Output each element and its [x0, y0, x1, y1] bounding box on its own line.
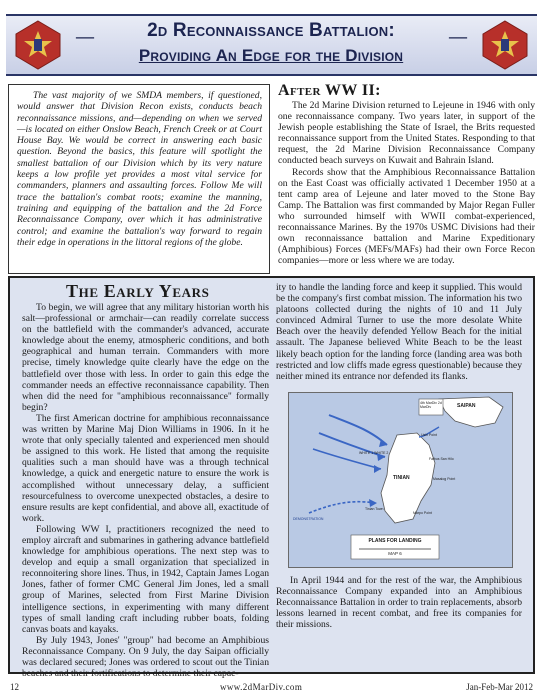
early-years-heading: The Early Years	[66, 281, 210, 301]
page-number: 12	[10, 682, 19, 692]
article-subtitle: Providing An Edge for the Division	[138, 46, 404, 65]
map-label-saipan: SAIPAN	[457, 403, 476, 409]
early-years-paragraph-4: By July 1943, Jones' "group" had become an Amphibious Reconnaissance Company. On 9 July, the day Saipan officially was declared secured; Jones was ordered to scout out the Tinian beaches and their fortifications to determine their capac-	[22, 634, 269, 680]
intro-box	[8, 84, 270, 274]
early-years-paragraph-3: Following WW I, practitioners recognized the need to employ aircraft and submarines in gathering advance battlefield knowledge for amphibious operations. The next step was to develop and equip a small organization that specialized in reconnoitering shore lines. Thus, in 1942, Captain James Logan Jones, father of former CMC General Jim Jones, led a small group of Marines, selected from First Marine Division intelligence sections, in experimenting with many different types of small landing craft including rubber boats, folding canvas boats and kayaks.	[22, 523, 269, 635]
map-label-masalog-point: Masalog Point	[433, 477, 456, 481]
after-ww2-section	[278, 82, 535, 274]
after-ww2-paragraph-2: Records show that the Amphibious Reconnaissance Battalion on the East Coast was officially activated 1 December 1950 at a tent camp area of Lejeune and later moved to the Stone Bay Camp. The Battalion was first commanded by Major Regan Fuller who surrounded himself with WWII combat-experienced, reconnaissance Marines. By the 1970s USMC Divisions had their own reconnaissance battalion and Marine Expeditionary (Amphibious) Forces (MEFs/MAFs) had their own Force Recon companies—more or less where we are today.	[278, 166, 535, 267]
early-years-paragraph-2: The first American doctrine for amphibious reconnaissance was written by Marine Maj Dion Williams in 1906. In it he wrote that only specially talented and experienced men should be assigned to this work. He listed that among the requisite qualities such a man should have was a through technical knowledge, a quick and energetic nature to ensure the work is accomplished without unnecessary delay, a sufficient resourcefulness to overcome unexpected obstacles, a desire to ensure results are kept confidential, and above all, exactitude of work.	[22, 412, 269, 524]
map-label-marpo-point: Marpo Point	[413, 511, 432, 515]
early-years-continued-paragraph: ity to handle the landing force and keep it supplied. This would be the company's first combat mission. The information his two platoons collected during the nights of 10 and 11 July convinced Admiral Turner to use the more desolate White Beach over the heavily defended Yellow Beach for the initial assault. The Japanese believed White Beach to be the least likely beach option for the landing force (landing area was both restricted and low cliffs made egress questionable) because they neither mined its entrance nor defended its flanks.	[276, 282, 522, 382]
intro-text: The vast majority of we SMDA members, if questioned, would answer that Division Recon exists, conducts beach reconnaissance missions, and—depending on when we served—is located on either Onslow Beach, French Creek or at Court House Bay. We would be correct in answering each basic question. Beyond the basics, this feature will spotlight the smallest battalion of our Division which by its very nature keeps a low profile yet provides a most vital service for commanders, planners and assaulting forces. Follow Me will trace the battalion's combat roots; examine the manning, training and equipping of the battalion and the 2d Force Reconnaissance Company, over which it has administrative control; and examine the battalion's way forward to regain their edge in operations in the littoral regions of the globe.	[17, 90, 262, 248]
map-label-tinian-town: Tinian Town	[365, 507, 384, 511]
footer-website: www.2dMarDiv.com	[220, 682, 303, 692]
title-dash-right: —	[449, 26, 467, 46]
footer-issue: Jan-Feb-Mar 2012	[466, 682, 533, 692]
after-ww2-paragraph-1: The 2d Marine Division returned to Lejeune in 1946 with only one reconnaissance company. Two years later, in support of the Jewish people establishing the State of Israel, the Brits requested reconnaissance support from the United States. Responding to that request, the 2d Marine Division Reconnaissance Company conducted beach surveys on Kuwait and Bahrain Island.	[278, 100, 535, 167]
early-years-left-column	[22, 302, 269, 680]
map-label-tinian: TINIAN	[393, 475, 410, 481]
early-years-paragraph-1: To begin, we will agree that any military historian worth his salt—professional or armchair—can readily correlate success on the battlefield with the commander's advanced, accurate knowledge about the enemy, atmospheric conditions, and both geographical and human terrain. Commanders with more precise, timely knowledge quite clearly have the edge on the battlefield over those with less. In order to gain this edge the commander needs an effective reconnaissance capability. Then when did the need for "amphibious reconnaissance" formally begin?	[22, 302, 269, 413]
early-years-right-column	[276, 282, 522, 382]
article-title: 2d Reconnaissance Battalion:	[147, 20, 395, 41]
early-years-right-bottom	[276, 575, 522, 630]
map-legend-text: 4th MarDiv 2d MarDiv	[420, 401, 442, 409]
title-banner	[6, 14, 537, 76]
map-number: MAP 6	[388, 551, 402, 556]
map-plans-title: PLANS FOR LANDING	[368, 538, 422, 544]
division-emblem-right-icon	[479, 19, 531, 71]
early-years-closing-paragraph: In April 1944 and for the rest of the war, the Amphibious Reconnaissance Company expanded into an Amphibious Reconnaissance Battalion in order to train replacements, absorb lessons learned in recent combat, and free its companies for their missions.	[276, 575, 522, 631]
map-label-white-beaches: WHITE 1 WHITE 2	[359, 451, 389, 455]
map-label-faibus-san-hilo: Faibus San Hilo	[429, 457, 454, 461]
division-emblem-left-icon	[12, 19, 64, 71]
map-label-demonstration: DEMONSTRATION	[293, 517, 324, 521]
map-label-ushi-point: Ushi Point	[421, 433, 437, 437]
tinian-landing-map	[288, 392, 513, 568]
after-ww2-heading: After WW II:	[278, 82, 381, 99]
title-dash-left: —	[76, 26, 94, 46]
